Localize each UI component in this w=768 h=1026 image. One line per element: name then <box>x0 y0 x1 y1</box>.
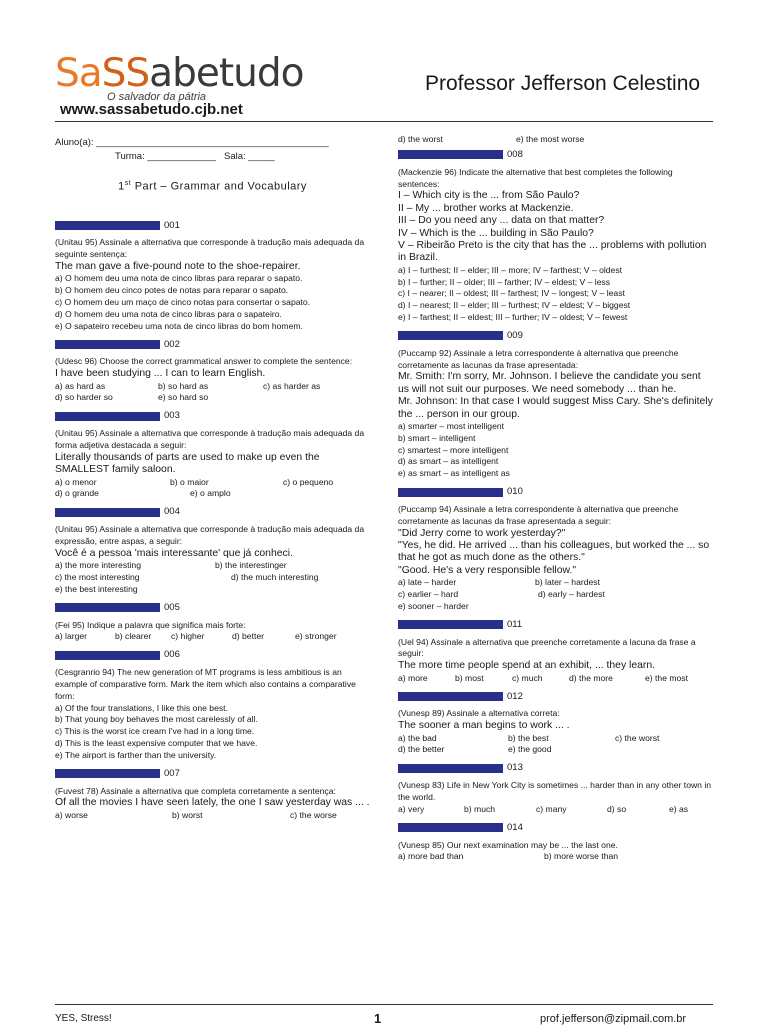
option[interactable]: a) smarter – most intelligent <box>398 421 505 432</box>
option[interactable]: d) the better <box>398 744 445 755</box>
option[interactable]: a) as hard as <box>55 380 106 391</box>
footer-email-link[interactable]: prof.jefferson@zipmail.com.br <box>540 1013 687 1025</box>
question-bar <box>398 150 503 159</box>
question-stem: (Unitau 95) Assinale a alternativa que corresponde à tradução mais adequada da expressão, entre aspas, a seguir: <box>55 524 365 547</box>
student-name-field[interactable]: Aluno(a): ____________________________________________ <box>55 137 329 148</box>
question-line: IV – Which is the ... building in São Paulo? <box>398 227 594 239</box>
question-header <box>398 149 713 161</box>
question-number: 008 <box>507 148 523 160</box>
option[interactable]: d) the worst <box>398 134 443 144</box>
question-stem: (Vunesp 89) Assinale a alternativa correta: <box>398 708 560 719</box>
website-link[interactable]: www.sassabetudo.cjb.net <box>60 101 243 118</box>
option[interactable]: e) the good <box>508 744 552 755</box>
option[interactable]: e) as smart – as intelligent as <box>398 468 510 479</box>
option[interactable]: d) o grande <box>55 488 99 499</box>
question-stem: (Puccamp 92) Assinale a letra correspondente à alternativa que preenche corretamente as lacunas da frase apresentada: <box>398 347 679 370</box>
question-line: Mr. Johnson: In that case I would suggest Miss Cary. She's definitely the ... person in our group. <box>398 396 713 420</box>
question-number: 006 <box>164 649 180 661</box>
option[interactable]: a) the bad <box>398 732 437 743</box>
question-line: "Did Jerry come to work yesterday?" <box>398 527 566 539</box>
question-stem: (Uel 94) Assinale a alternativa que preenche corretamente a lacuna da frase a seguir: <box>398 636 696 659</box>
question-007 <box>55 768 370 822</box>
question-number: 013 <box>507 762 523 774</box>
question-010 <box>398 486 713 613</box>
option[interactable]: a) Of the four translations, I like this one best. <box>55 702 228 713</box>
option[interactable]: e) the most <box>645 672 688 683</box>
question-line: III – Do you need any ... data on that matter? <box>398 215 605 227</box>
option[interactable]: b) most <box>455 672 484 683</box>
option-row <box>55 488 370 500</box>
option[interactable]: c) the worse <box>290 809 337 820</box>
option[interactable]: c) higher <box>171 631 205 642</box>
question-number: 010 <box>507 486 523 498</box>
option-row <box>55 477 370 489</box>
option-row <box>398 673 713 685</box>
question-sentence: Literally thousands of parts are used to make up even the SMALLEST family saloon. <box>55 451 320 476</box>
option[interactable]: d) as smart – as intelligent <box>398 456 499 467</box>
question-004 <box>55 506 370 595</box>
question-header <box>55 219 370 231</box>
option[interactable]: e) O sapateiro recebeu uma nota de cinco libras do bom homem. <box>55 320 303 331</box>
option[interactable]: e) o amplo <box>190 488 231 499</box>
option[interactable]: d) the more <box>569 672 613 683</box>
option[interactable]: c) o pequeno <box>283 476 334 487</box>
option[interactable]: d) This is the least expensive computer that we have. <box>55 738 258 748</box>
student-info <box>55 136 370 164</box>
option-row <box>398 601 713 613</box>
option[interactable]: e) stronger <box>295 631 337 642</box>
question-sentence: I have been studying ... I can to learn English. <box>55 368 266 380</box>
option[interactable]: b) more worse than <box>544 851 619 862</box>
class-field[interactable]: Turma: _____________ <box>115 151 217 162</box>
question-bar <box>55 508 160 517</box>
option[interactable]: c) as harder as <box>263 380 321 391</box>
question-bar <box>398 692 503 701</box>
option-row <box>55 381 370 393</box>
question-013 <box>398 762 713 815</box>
question-header <box>55 506 370 518</box>
question-stem: (Udesc 96) Choose the correct grammatical answer to complete the sentence: <box>55 356 353 367</box>
option[interactable]: b) That young boy behaves the most carelessly of all. <box>55 714 258 725</box>
option-row <box>55 631 370 643</box>
question-header <box>398 690 713 702</box>
room-field[interactable]: Sala: _____ <box>223 151 275 162</box>
option[interactable]: b) the best <box>508 732 549 743</box>
question-008 <box>398 149 713 324</box>
option[interactable]: b) much <box>464 803 496 814</box>
question-bar <box>55 412 160 421</box>
question-006 <box>55 649 370 761</box>
option[interactable]: b) so hard as <box>158 380 209 391</box>
option-row <box>398 589 713 601</box>
option[interactable]: c) much <box>512 672 543 683</box>
question-line: I – Which city is the ... from São Paulo? <box>398 190 580 202</box>
option[interactable]: a) the more interesting <box>55 560 141 571</box>
question-014 <box>398 822 713 864</box>
option[interactable]: a) worse <box>55 809 88 820</box>
question-line: V – Ribeirão Preto is the city that has the ... problems with pollution in Brazil. <box>398 240 707 264</box>
option[interactable]: e) the most worse <box>516 134 585 144</box>
question-009 <box>398 330 713 480</box>
question-012 <box>398 690 713 756</box>
question-header <box>398 330 713 342</box>
question-number: 003 <box>164 410 180 422</box>
question-header <box>398 619 713 631</box>
option[interactable]: a) very <box>398 803 425 814</box>
student-class-row <box>55 150 370 164</box>
question-header <box>55 338 370 350</box>
option[interactable]: b) later – hardest <box>535 577 600 588</box>
question-bar <box>55 769 160 778</box>
question-header <box>398 822 713 834</box>
option-row <box>55 572 370 584</box>
question-bar <box>55 651 160 660</box>
question-bar <box>398 488 503 497</box>
question-stem: (Vunesp 83) Life in New York City is sometimes ... harder than in any other town in the world. <box>398 780 712 803</box>
option-row <box>398 134 713 146</box>
option[interactable]: c) earlier – hard <box>398 589 459 600</box>
option[interactable]: b) smart – intelligent <box>398 432 476 443</box>
option[interactable]: a) o menor <box>55 476 97 487</box>
option[interactable]: b) o maior <box>170 476 209 487</box>
question-bar <box>55 221 160 230</box>
question-number: 011 <box>507 618 523 630</box>
question-sentence: Você é a pessoa 'mais interessante' que já conheci. <box>55 547 293 559</box>
option[interactable]: b) clearer <box>115 631 152 642</box>
question-number: 004 <box>164 506 180 518</box>
option[interactable]: c) O homem deu um maço de cinco notas para consertar o sapato. <box>55 297 311 308</box>
option-row <box>398 744 713 756</box>
option[interactable]: b) worst <box>172 809 203 820</box>
option[interactable]: d) early – hardest <box>538 589 605 600</box>
option[interactable]: c) the most interesting <box>55 572 140 583</box>
footer-left-text: YES, Stress! <box>55 1013 112 1024</box>
option[interactable]: a) O homem deu uma nota de cinco libras para reparar o sapato. <box>55 273 303 284</box>
option[interactable]: c) the worst <box>615 732 660 743</box>
option[interactable]: e) the best interesting <box>55 583 138 594</box>
option[interactable]: a) more <box>398 672 428 683</box>
question-bar <box>55 340 160 349</box>
question-stem: (Puccamp 94) Assinale a letra correspondente à alternativa que preenche corretamente as lacunas da frase apresentada a seguir: <box>398 504 679 526</box>
question-005 <box>55 602 370 644</box>
right-column <box>398 134 713 863</box>
question-header <box>55 768 370 780</box>
option-row <box>398 577 713 589</box>
question-number: 002 <box>164 338 180 350</box>
option[interactable]: a) I – furthest; II – elder; III – more; IV – farthest; V – oldest <box>398 264 623 275</box>
page-number: 1 <box>374 1011 382 1026</box>
left-column <box>55 136 370 822</box>
header-divider <box>55 121 713 122</box>
question-bar <box>55 603 160 612</box>
question-stem: (Vunesp 85) Our next examination may be ... the last one. <box>398 839 618 850</box>
option-row <box>398 804 713 816</box>
question-number: 005 <box>164 601 180 613</box>
question-header <box>55 410 370 422</box>
question-bar <box>398 331 503 340</box>
option[interactable]: d) so harder so <box>55 392 113 403</box>
option[interactable]: a) late – harder <box>398 577 457 588</box>
option[interactable]: e) sooner – harder <box>398 600 469 611</box>
option-row <box>398 733 713 745</box>
question-bar <box>398 620 503 629</box>
option-row <box>398 851 713 863</box>
option[interactable]: b) the interestinger <box>215 560 287 571</box>
question-line: "Yes, he did. He arrived ... than his colleagues, but worked the ... so that he got as much done as the others." <box>398 540 710 564</box>
question-stem: (Mackenzie 96) Indicate the alternative that best completes the following sentences: <box>398 166 673 189</box>
question-header <box>398 762 713 774</box>
option[interactable]: c) many <box>536 803 567 814</box>
option[interactable]: b) O homem deu cinco potes de notas para reparar o sapato. <box>55 285 289 296</box>
question-header <box>55 649 370 661</box>
question-sentence: Of all the movies I have seen lately, the one I saw yesterday was ... . <box>55 797 370 809</box>
option[interactable]: d) I – nearest; II – elder; III – furthest; IV – eldest; V – biggest <box>398 300 631 311</box>
option-row <box>55 810 370 822</box>
question-bar <box>398 823 503 832</box>
logo-tagline: O salvador da pátria <box>107 91 207 103</box>
option[interactable]: c) This is the worst ice cream I've had in a long time. <box>55 726 255 737</box>
question-sentence: The more time people spend at an exhibit, ... they learn. <box>398 660 656 672</box>
question-line: II – My ... brother works at Mackenzie. <box>398 202 574 214</box>
question-sentence: The man gave a five-pound note to the shoe-repairer. <box>55 261 301 273</box>
option[interactable]: e) as <box>669 803 689 814</box>
question-stem: (Unitau 95) Assinale a alternativa que corresponde à tradução mais adequada da seguinte sentença: <box>55 237 365 260</box>
option-row <box>55 560 370 572</box>
question-line: "Good. He's a very responsible fellow." <box>398 564 577 576</box>
question-number: 014 <box>507 821 523 833</box>
option[interactable]: d) so <box>607 803 627 814</box>
question-sentence: The sooner a man begins to work ... . <box>398 720 570 732</box>
option[interactable]: d) better <box>232 631 265 642</box>
question-001 <box>55 219 370 332</box>
question-header <box>55 602 370 614</box>
option[interactable]: e) I – farthest; II – eldest; III – further; IV – oldest; V – fewest <box>398 312 628 323</box>
question-stem: (Cesgranrio 94) The new generation of MT programs is less ambitious is an example of comparative form. Mark the item which also contains a comparative form: <box>55 667 356 701</box>
question-number: 001 <box>164 219 180 231</box>
option[interactable]: b) I – further; II – older; III – farther; IV – eldest; V – less <box>398 276 611 287</box>
question-003 <box>55 410 370 500</box>
question-stem: (Fei 95) Indique a palavra que significa mais forte: <box>55 619 246 630</box>
option[interactable]: e) The airport is farther than the university. <box>55 749 217 760</box>
professor-name: Professor Jefferson Celestino <box>425 72 701 95</box>
question-stem: (Unitau 95) Assinale a alternativa que corresponde à tradução mais adequada da forma adjetiva destacada a seguir: <box>55 428 365 451</box>
question-bar <box>398 764 503 773</box>
option[interactable]: e) so hard so <box>158 392 209 403</box>
question-header <box>398 486 713 498</box>
footer-divider <box>55 1004 713 1005</box>
question-011 <box>398 619 713 685</box>
question-number: 012 <box>507 690 523 702</box>
question-number: 007 <box>164 767 180 779</box>
part-title: 1st Part – Grammar and Vocabulary <box>118 180 307 193</box>
option-row <box>55 584 370 596</box>
question-stem: (Fuvest 78) Assinale a alternativa que completa corretamente a sentença: <box>55 785 336 796</box>
option[interactable]: d) O homem deu uma nota de cinco libras para o sapateiro. <box>55 308 282 319</box>
question-line: Mr. Smith: I'm sorry, Mr. Johnson. I believe the candidate you sent us will not suit our purposes. We need somebody ... than he. <box>398 371 701 395</box>
logo-wordmark: SaSSabetudo <box>55 51 304 96</box>
option[interactable]: a) more bad than <box>398 851 464 862</box>
option[interactable]: c) I – nearer; II – oldest; III – farthest; IV – longest; V – least <box>398 288 625 299</box>
question-number: 009 <box>507 329 523 341</box>
option[interactable]: a) larger <box>55 631 87 642</box>
option[interactable]: d) the much interesting <box>231 572 319 583</box>
option[interactable]: c) smartest – more intelligent <box>398 444 509 455</box>
question-002 <box>55 338 370 404</box>
option-row <box>55 392 370 404</box>
